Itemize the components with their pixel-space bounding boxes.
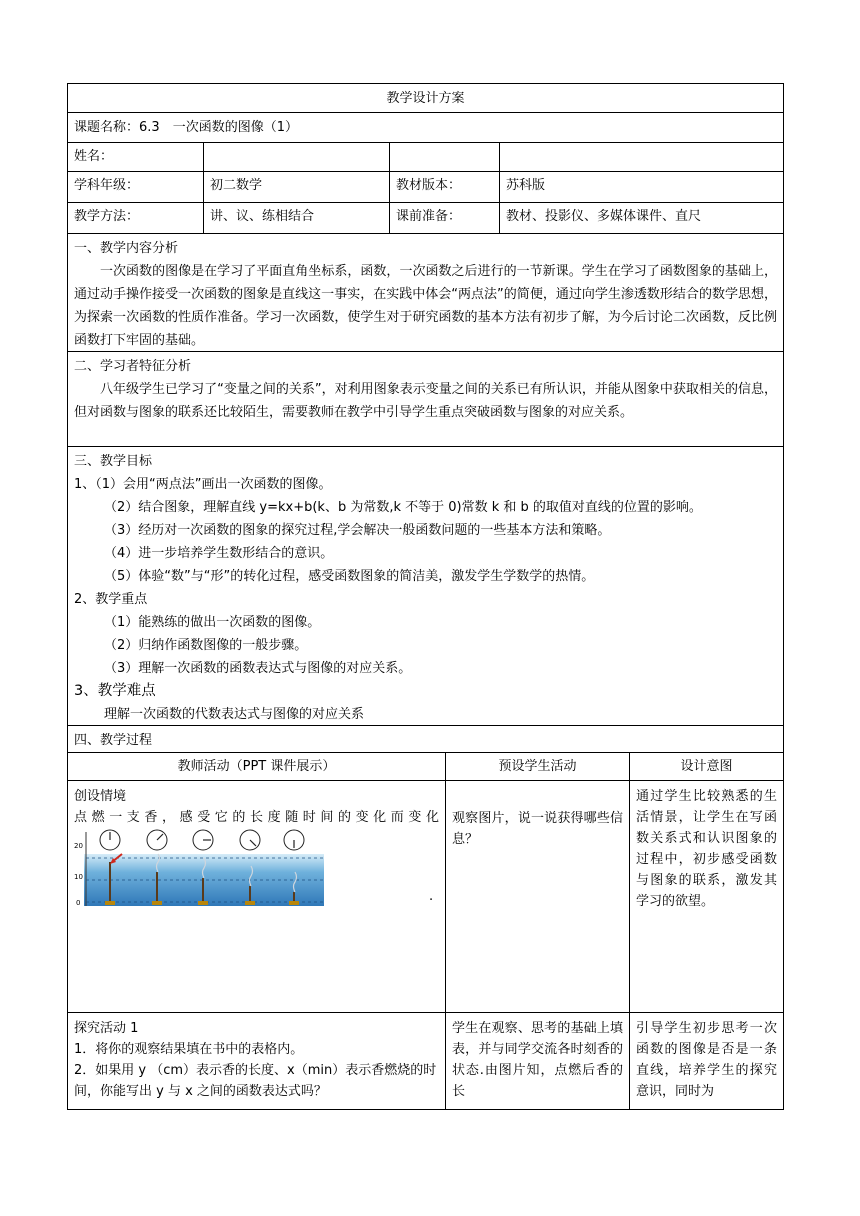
key-point-item: （3）理解一次函数的函数表达式与图像的对应关系。 (104, 661, 412, 676)
info-row-grade (67, 172, 784, 203)
difficulty-title: 3、教学难点 (74, 683, 156, 699)
section-heading: 三、教学目标 (74, 454, 153, 469)
process-row (67, 1013, 784, 1110)
plan-title-row (67, 83, 784, 113)
teacher-activity (68, 1013, 445, 1109)
goal-item: （4）进一步培养学生数形结合的意识。 (104, 546, 334, 561)
info-label: 课前准备： (389, 203, 499, 233)
difficulty-body: 理解一次函数的代数表达式与图像的对应关系 (104, 707, 365, 722)
section-heading: 二、学习者特征分析 (74, 359, 192, 374)
info-value: 初二数学 (203, 172, 389, 202)
teacher-activity (68, 781, 445, 1012)
info-value: 讲、议、练相结合 (203, 203, 389, 233)
activity-line: 点燃一支香，感受它的长度随时间的变化而变化 (74, 810, 439, 825)
student-activity: 观察图片，说一说获得哪些信息？ (445, 781, 629, 1012)
info-value (203, 143, 389, 171)
process-header-row (67, 753, 784, 781)
topic-row (67, 113, 784, 143)
activity-title: 探究活动 1 (74, 1021, 139, 1036)
key-points-title: 2、教学重点 (74, 592, 148, 607)
info-value: 苏科版 (499, 172, 783, 202)
key-point-item: （2）归纳作函数图像的一般步骤。 (104, 638, 308, 653)
student-activity: 学生在观察、思考的基础上填表，并与同学交流各时刻香的状态.由图片知，点燃后香的长 (445, 1013, 629, 1109)
axis-tick: 20 (74, 842, 83, 850)
process-row (67, 781, 784, 1013)
axis-tick: 0 (76, 899, 81, 907)
section-body: 一次函数的图像是在学习了平面直角坐标系，函数，一次函数之后进行的一节新课。学生在学习了函数图象的基础上，通过动手操作接受一次函数的图象是直线这一事实，在实践中体会“两点法”的简便，通过向学生渗透数形结合的数学思想，为探索一次函数的性质作准备。学习一次函数，使学生对于研究函数的基本方法有初步了解，为今后讨论二次函数，反比例函数打下牢固的基础。 (74, 264, 777, 348)
incense-illustration (74, 828, 439, 908)
section-heading: 四、教学过程 (74, 733, 153, 748)
section-heading: 一、教学内容分析 (74, 241, 179, 256)
column-header: 教师活动（PPT 课件展示） (177, 759, 336, 774)
info-label: 教学方法： (74, 209, 140, 224)
lesson-plan-table (67, 83, 784, 1110)
topic-value: 6.3 一次函数的图像（1） (139, 120, 298, 135)
activity-line: 2．如果用 y （cm）表示香的长度、x（min）表示香燃烧的时间，你能写出 y 与 x 之间的函数表达式吗？ (74, 1063, 437, 1099)
axis-tick: 10 (74, 873, 83, 881)
info-value (499, 143, 783, 171)
info-label: 学科年级： (74, 178, 140, 193)
info-label: 姓名： (74, 149, 114, 164)
column-header: 预设学生活动 (445, 753, 629, 780)
goal-item: （5）体验“数”与“形”的转化过程，感受函数图象的简洁美，激发学生学数学的热情。 (104, 569, 595, 584)
incense-burning-image (74, 828, 334, 908)
goal-title: 1、（1）会用“两点法”画出一次函数的图像。 (74, 477, 332, 492)
info-row-name (67, 143, 784, 172)
section-teaching-goals (67, 447, 784, 726)
section-learner-analysis (67, 352, 784, 447)
activity-title: 创设情境 (74, 789, 127, 804)
section-body: 八年级学生已学习了“变量之间的关系”，对利用图象表示变量之间的关系已有所认识，并能从图象中获取相关的信息，但对函数与图象的联系还比较陌生，需要教师在教学中引导学生重点突破函数与图象的对应关系。 (74, 382, 777, 420)
section-teaching-process (67, 726, 784, 753)
info-label (389, 143, 499, 171)
key-point-item: （1）能熟练的做出一次函数的图像。 (104, 615, 321, 630)
info-value: 教材、投影仪、多媒体课件、直尺 (499, 203, 783, 233)
activity-line: 1．将你的观察结果填在书中的表格内。 (74, 1042, 304, 1057)
topic-cell (68, 113, 783, 142)
design-intent: 通过学生比较熟悉的生活情景，让学生在写函数关系式和认识图象的过程中，初步感受函数与图象的联系，激发其学习的欲望。 (629, 781, 783, 1012)
goal-item: （2）结合图象，理解直线 y=kx+b(k、b 为常数,k 不等于 0)常数 k 和 b 的取值对直线的位置的影响。 (104, 500, 702, 515)
plan-title: 教学设计方案 (386, 91, 465, 106)
info-label: 教材版本： (389, 172, 499, 202)
goal-item: （3）经历对一次函数的图象的探究过程,学会解决一般函数问题的一些基本方法和策略。 (104, 523, 611, 538)
design-intent: 引导学生初步思考一次函数的图像是否是一条直线，培养学生的探究意识，同时为 (629, 1013, 783, 1109)
trailing-dot: . (429, 889, 434, 904)
topic-label: 课题名称： (74, 120, 140, 135)
info-row-method (67, 203, 784, 234)
column-header: 设计意图 (629, 753, 783, 780)
section-content-analysis (67, 234, 784, 352)
